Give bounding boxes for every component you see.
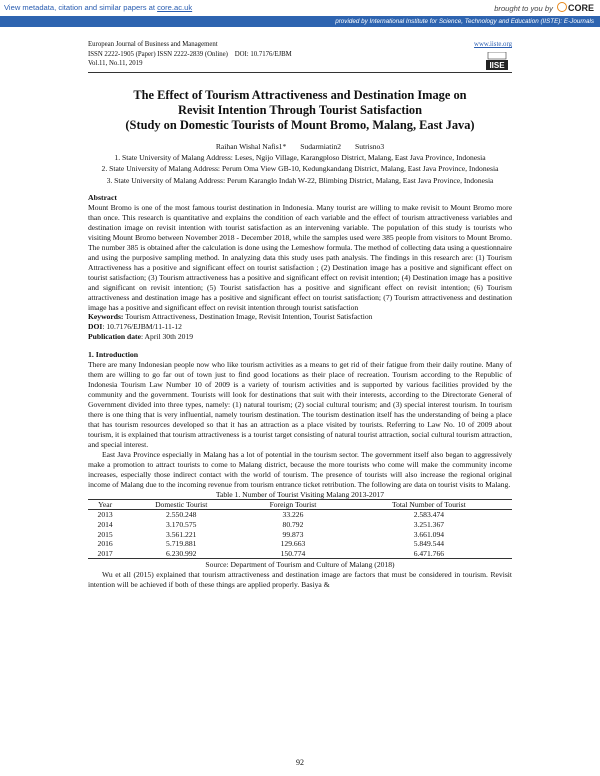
abstract-heading: Abstract xyxy=(88,193,118,202)
table-row xyxy=(88,539,512,549)
journal-volume: Vol.11, No.11, 2019 xyxy=(88,60,143,68)
journal-header xyxy=(88,40,512,69)
table-cell: 2013 xyxy=(97,510,113,520)
doi-line: DOI: 10.7176/EJBM/11-11-12 xyxy=(88,322,182,332)
table-cell: 2.583.474 xyxy=(413,510,445,520)
table-source: Source: Department of Tourism and Culture of Malang (2018) xyxy=(205,560,395,570)
table-cell: 2015 xyxy=(97,529,113,539)
journal-name: European Journal of Business and Management xyxy=(88,41,218,48)
section-heading: 1. Introduction xyxy=(88,350,139,360)
author-list xyxy=(88,141,512,152)
table-row xyxy=(88,520,512,530)
provider-banner[interactable]: provided by International Institute for Science, Technology and Education (IISTE): E-Journals xyxy=(0,16,600,27)
paragraph: There are many Indonesian people now who like tourism activities as a means to get rid of their fatigue from their daily routine. Many of them are willing to go far out of town just to find good locations as their place of recreation. Tourism according to the Republic of Indonesia Tourism Law Number 10 of 2009 is a variety of tourism activities and is supported by various facilities provided by the community and the government. Tourists will look for destinations that suit with their interests, according to the Directorate General of Government divided into three types, namely: (1) natural tourism; (2) social cultural tourism; and (3) special interest tourism. In tourism there is one thing that is very influential, namely tourism destination. The tourism destination itself has the understanding of being a place that has tourism resources developed so that it has an attraction as a place visited by tourists. Referring to Law No. 10 of 2009 about tourism, it is explained that tourism attractiveness is a tourist target consisting of natural tourist attraction, social cultural tourism attraction, and special interest. xyxy=(88,360,512,450)
tourist-table xyxy=(88,499,512,560)
table-row xyxy=(88,530,512,540)
core-banner xyxy=(0,0,600,16)
table-header: Total Number of Tourist xyxy=(346,499,512,510)
table-cell: 6.471.766 xyxy=(346,549,512,559)
core-brand[interactable]: brought to you by CORE xyxy=(494,3,594,13)
table-cell: 3.251.367 xyxy=(413,520,445,530)
core-logo-icon xyxy=(557,2,567,12)
table-cell: 6.230.992 xyxy=(122,549,240,559)
table-header: Foreign Tourist xyxy=(240,499,346,510)
paper-page xyxy=(88,40,512,590)
table-cell: 33.226 xyxy=(282,510,304,520)
table-header-row xyxy=(88,499,512,510)
table-cell: 2.550.248 xyxy=(166,510,197,520)
journal-site-link[interactable]: www.iiste.org xyxy=(474,41,512,48)
paragraph: Wu et all (2015) explained that tourism attractiveness and destination image are factors that must be considered in tourism. Revisit intention will be achieved if both of these things are applied properly. Basiya & xyxy=(88,570,512,590)
paragraph: East Java Province especially in Malang has a lot of potential in the tourism sector. The government itself also began to aggressively make a promotion to attract tourists to come to Malang district, because the more tourists who come will make the community income increases, especially those indirect contact with the world of tourism. The presence of tourists will also increase the regional original income of Malang due to the incoming revenue from tourism entrance ticket retribution. The following are data on tourist visits to Malang. xyxy=(88,450,512,489)
table-cell: 3.561.221 xyxy=(166,529,197,539)
affiliation: 3. State University of Malang Address: Perum Karanglo Indah W-22, Blimbing District, Malang, East Java Province, Indonesia xyxy=(106,175,494,185)
table-header: Year xyxy=(88,499,122,510)
keywords: Keywords: Tourism Attractiveness, Destination Image, Revisit Intention, Tourist Satisfaction xyxy=(88,312,373,322)
table-cell: 5.849.544 xyxy=(413,539,445,549)
iiste-logo-icon xyxy=(486,52,508,70)
core-link[interactable]: core.ac.uk xyxy=(157,3,193,12)
affiliation: 1. State University of Malang Address: Leses, Ngijo Village, Karangploso District, Malang, East Java Province, Indonesia xyxy=(114,152,486,162)
svg-text:IISE: IISE xyxy=(489,61,505,70)
page-number: 92 xyxy=(296,758,304,767)
table-cell: 150.774 xyxy=(240,549,346,559)
table-cell: 2017 xyxy=(88,549,122,559)
table-row xyxy=(88,510,512,520)
table-cell: 129.663 xyxy=(280,539,306,549)
publication-date: Publication date: April 30th 2019 xyxy=(88,332,194,342)
core-metadata-link[interactable]: View metadata, citation and similar papers at core.ac.uk xyxy=(4,3,193,12)
table-cell: 99.873 xyxy=(282,529,304,539)
table-cell: 2016 xyxy=(97,539,113,549)
table-header: Domestic Tourist xyxy=(122,499,240,510)
table-cell: 5.719.881 xyxy=(166,539,197,549)
table-cell: 3.170.575 xyxy=(166,520,197,530)
paper-title: The Effect of Tourism Attractiveness and Destination Image on Revisit Intention Through Tourist Satisfaction (Study on Domestic Tourists of Mount Bromo, Malang, East Java) xyxy=(125,87,475,132)
table-cell: 2014 xyxy=(97,520,113,530)
table-caption: Table 1. Number of Tourist Visiting Malang 2013-2017 xyxy=(215,489,385,499)
table-cell: 3.661.094 xyxy=(413,529,445,539)
author: Raihan Wishal Nafis1* xyxy=(215,141,287,151)
journal-issn: ISSN 2222-1905 (Paper) ISSN 2222-2839 (Online) DOI: 10.7176/EJBM xyxy=(88,50,292,58)
author: Sutrisno3 xyxy=(355,141,385,151)
header-rule xyxy=(88,72,512,73)
table-cell: 80.792 xyxy=(282,520,304,530)
affiliation: 2. State University of Malang Address: Perum Oma View GB-10, Kedungkandang District, Malang, East Java Province, Indonesia xyxy=(101,164,499,174)
author: Sudarmiatin2 xyxy=(300,141,342,151)
table-row xyxy=(88,549,512,559)
abstract-text: Mount Bromo is one of the most famous tourist destination in Indonesia. Many tourist are willing to make revisit to Mount Bromo more than once. This research is quantitative and explains the condition of each variable and the effect of tourism attractiveness variables and destination image on revisit intention with tourist satisfaction as an intervening variable. The population of this study is tourists who visiting Mount Bromo between November 2018 - December 2018, while the samples used were 385 people from visitors to Mount Bromo. The number 385 is obtained after the calculation is done using the Lemeshow formula. The method of collecting data using a questionnaire and using the purposive sampling method. In analyzing data this study uses path analysis. The findings in this research are: (1) Tourism Attractiveness has a positive and significant effect on tourist satisfaction ; (2) Destination image has a positive and significant effect on tourist satisfaction; (3) Tourism attractiveness has a positive and significant effect on revisit intention; (4) Destination image has a positive and significant on revisit intention; (5) Tourist satisfaction has a positive and significant effect on revisit intention; (6) Tourism attractiveness and destination image has a positive and significant effect on tourist satisfaction; (7) Tourism attractiveness and destination image has a positive and significant effect on revisit intention through tourist satisfaction xyxy=(88,203,512,312)
